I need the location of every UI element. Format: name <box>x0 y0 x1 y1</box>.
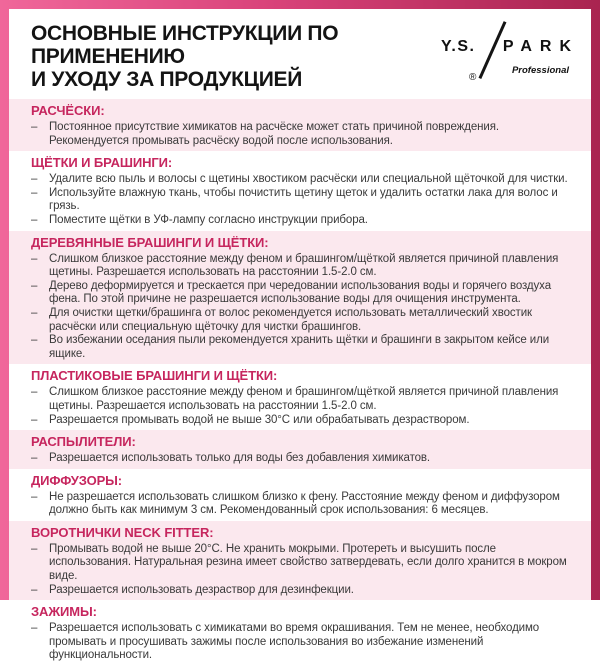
page-title-line1: ОСНОВНЫЕ ИНСТРУКЦИИ ПО ПРИМЕНЕНИЮ <box>31 22 339 68</box>
logo-professional-text: Professional <box>511 65 569 76</box>
bullet-item <box>31 187 571 214</box>
bullet-text: Во избежании оседания пыли рекомендуется хранить щётки и брашинги в закрытом кейсе или ящике. <box>49 334 550 360</box>
bullet-dash: – <box>31 542 38 555</box>
bullet-item <box>31 173 571 187</box>
bullet-item <box>31 334 571 361</box>
section-neck-fitter <box>9 521 591 600</box>
section-wooden-brushes <box>9 231 591 365</box>
bullet-dash: – <box>31 121 38 133</box>
bullet-text: Используйте влажную ткань, чтобы почистить щетину щеток и удалить остатки лака для волос и грязь. <box>49 186 558 213</box>
section-title: ВОРОТНИЧКИ NECK FITTER: <box>31 524 214 540</box>
document-header <box>9 9 591 99</box>
section-title: ЗАЖИМЫ: <box>31 604 97 620</box>
bullet-item <box>31 280 571 307</box>
bullet-list <box>31 386 571 427</box>
section-title: ДЕРЕВЯННЫЕ БРАШИНГИ И ЩЁТКИ: <box>31 234 269 250</box>
bullet-text: Постоянное присутствие химикатов на расчёске может стать причиной повреждения. Рекомендуется промывать расчёску водой после использования. <box>49 121 499 147</box>
section-combs <box>9 99 591 151</box>
bullet-text: Слишком близкое расстояние между феном и брашингом/щёткой является причиной плавления щетины. Разрешается использовать на расстоянии 1.5-2.0 см. <box>49 386 559 412</box>
bullet-item <box>31 253 571 280</box>
bullet-item <box>31 386 571 413</box>
bullet-list <box>31 452 571 466</box>
bullet-text: Удалите всю пыль и волосы с щетины хвостиком расчёски или специальной щёточкой для чистки. <box>49 173 568 186</box>
bullet-list <box>31 622 571 663</box>
bullet-dash: – <box>31 490 38 503</box>
bullet-dash: – <box>31 213 38 226</box>
bullet-text: Разрешается использовать с химикатами во время окрашивания. Тем не менее, необходимо промывать и просушивать зажимы после использования во избежание изменений функциональности. <box>49 622 540 662</box>
section-title: ЩЁТКИ И БРАШИНГИ: <box>31 155 173 171</box>
bullet-list <box>31 121 571 148</box>
bullet-list <box>31 253 571 362</box>
bullet-text: Дерево деформируется и трескается при чередовании использования воды и горячего воздуха фена. По этой причине не разрешается использование воды для очищения инструмента. <box>49 279 551 306</box>
section-sprayers <box>9 430 591 469</box>
bullet-text: Промывать водой не выше 20°C. Не хранить мокрыми. Протереть и высушить после использования. Натуральная резина имеет свойство затвердевать, если долго хранится в мокром виде. <box>49 542 567 583</box>
bullet-dash: – <box>31 452 38 465</box>
bullet-dash: – <box>31 306 38 319</box>
section-title: РАСЧЁСКИ: <box>31 103 105 118</box>
bullet-dash: – <box>31 413 38 426</box>
section-clips <box>9 600 591 666</box>
bullet-dash: – <box>31 334 38 347</box>
bullet-text: Слишком близкое расстояние между феном и брашингом/щёткой является причиной плавления щетины. Разрешается использовать на расстоянии 1.5-2.0 см. <box>49 252 559 279</box>
bullet-item <box>31 452 571 466</box>
bullet-item <box>31 491 571 518</box>
section-plastic-brushes <box>9 364 591 430</box>
bullet-item <box>31 214 571 228</box>
bullet-item <box>31 121 571 148</box>
bullet-text: Разрешается промывать водой не выше 30°C или обрабатывать дезраствором. <box>49 413 470 426</box>
bullet-dash: – <box>31 279 38 292</box>
section-diffusers <box>9 469 591 521</box>
page-title <box>31 22 439 91</box>
document-body <box>9 9 591 662</box>
section-title: ДИФФУЗОРЫ: <box>31 472 123 488</box>
logo-park-text: PARK <box>502 38 579 55</box>
section-title: РАСПЫЛИТЕЛИ: <box>31 434 136 450</box>
bullet-item <box>31 584 571 598</box>
bullet-text: Разрешается использовать только для воды без добавления химикатов. <box>49 452 431 465</box>
section-brushes <box>9 151 591 230</box>
bullet-list <box>31 491 571 518</box>
ys-park-logo <box>439 23 579 83</box>
bullet-dash: – <box>31 186 38 199</box>
page-title-line2: И УХОДУ ЗА ПРОДУКЦИЕЙ <box>31 68 302 91</box>
bullet-list <box>31 173 571 227</box>
registered-trademark-icon: ® <box>469 72 477 83</box>
bullet-item <box>31 543 571 584</box>
bullet-dash: – <box>31 622 38 635</box>
bullet-item <box>31 307 571 334</box>
logo-ys-text: Y.S. <box>441 38 476 55</box>
bullet-text: Для очистки щетки/брашинга от волос рекомендуется использовать металлический хвостик расчёски или специальную щёточку для чистки брашингов. <box>49 306 532 333</box>
bullet-dash: – <box>31 173 38 186</box>
bullet-dash: – <box>31 386 38 399</box>
bullet-text: Не разрешается использовать слишком близко к фену. Расстояние между феном и диффузором должно быть как минимум 3 см. Рекомендованный срок использования: 6 месяцев. <box>49 490 560 517</box>
bullet-text: Поместите щётки в УФ-лампу согласно инструкции прибора. <box>49 213 368 226</box>
bullet-item <box>31 414 571 428</box>
section-title: ПЛАСТИКОВЫЕ БРАШИНГИ И ЩЁТКИ: <box>31 368 278 384</box>
bullet-dash: – <box>31 583 38 596</box>
bullet-text: Разрешается использовать дезраствор для дезинфекции. <box>49 583 354 596</box>
bullet-list <box>31 543 571 597</box>
bullet-item <box>31 622 571 663</box>
bullet-dash: – <box>31 252 38 265</box>
